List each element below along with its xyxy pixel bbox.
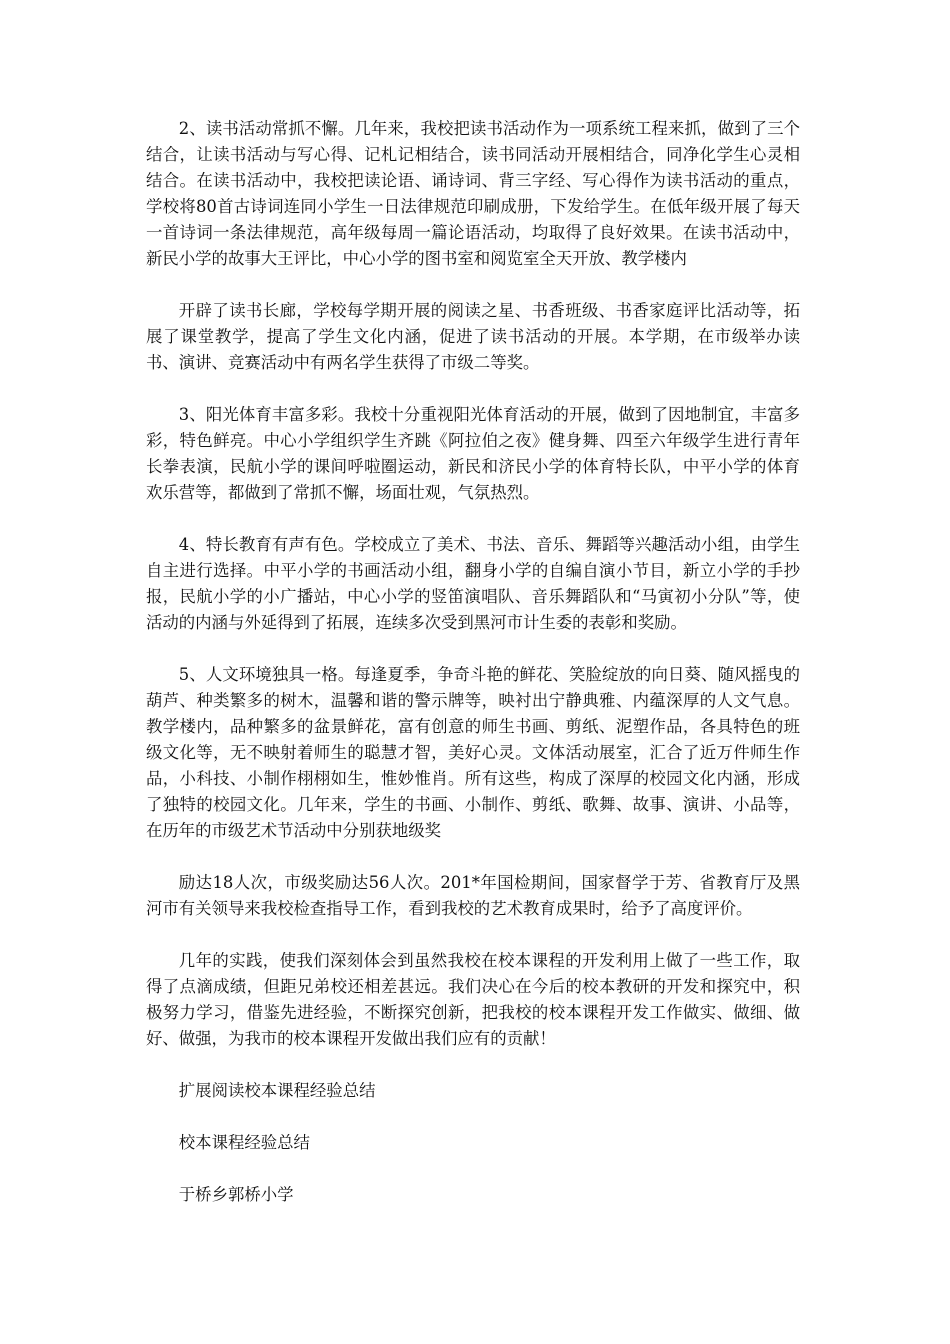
paragraph-awards: 励达18人次，市级奖励达56人次。201*年国检期间，国家督学于芳、省教育厅及黑河市有关领导来我校检查指导工作，看到我校的艺术教育成果时，给予了高度评价。 (146, 873, 800, 918)
paragraph-reading-corridor: 开辟了读书长廊，学校每学期开展的阅读之星、书香班级、书香家庭评比活动等，拓展了课堂教学，提高了学生文化内涵，促进了读书活动的开展。本学期，在市级举办读书、演讲、竞赛活动中有两名学生获得了市级二等奖。 (146, 301, 800, 372)
paragraph-conclusion: 几年的实践，使我们深刻体会到虽然我校在校本课程的开发利用上做了一些工作，取得了点滴成绩，但距兄弟校还相差甚远。我们决心在今后的校本教研的开发和探究中，积极努力学习，借鉴先进经验，不断探究创新，把我校的校本课程开发工作做实、做细、做好、做强，为我市的校本课程开发做出我们应有的贡献！ (146, 951, 800, 1048)
school-name: 于桥乡郭桥小学 (178, 1185, 294, 1204)
paragraph-specialty-education: 4、特长教育有声有色。学校成立了美术、书法、音乐、舞蹈等兴趣活动小组，由学生自主进行选择。中平小学的书画活动小组，翻身小学的自编自演小节目，新立小学的手抄报，民航小学的小广播站，中心小学的竖笛演唱队、音乐舞蹈队和“马寅初小分队”等，使活动的内涵与外延得到了拓展，连续多次受到黑河市计生委的表彰和奖励。 (146, 535, 800, 632)
paragraph-cultural-environment: 5、人文环境独具一格。每逢夏季，争奇斗艳的鲜花、笑脸绽放的向日葵、随风摇曳的葫芦、种类繁多的树木，温馨和谐的警示牌等，映衬出宁静典雅、内蕴深厚的人文气息。教学楼内，品种繁多的盆景鲜花，富有创意的师生书画、剪纸、泥塑作品，各具特色的班级文化等，无不映射着师生的聪慧才智，美好心灵。文体活动展室，汇合了近万件师生作品，小科技、小制作栩栩如生，惟妙惟肖。所有这些，构成了深厚的校园文化内涵，形成了独特的校园文化。几年来，学生的书画、小制作、剪纸、歌舞、故事、演讲、小品等，在历年的市级艺术节活动中分别获地级奖 (146, 665, 800, 840)
extended-reading-title: 扩展阅读校本课程经验总结 (178, 1081, 376, 1100)
paragraph-sunshine-sports: 3、阳光体育丰富多彩。我校十分重视阳光体育活动的开展，做到了因地制宜，丰富多彩，特色鲜亮。中心小学组织学生齐跳《阿拉伯之夜》健身舞、四至六年级学生进行青年长拳表演，民航小学的课间呼啦圈运动，新民和济民小学的体育特长队，中平小学的体育欢乐营等，都做到了常抓不懈，场面壮观，气氛热烈。 (146, 405, 800, 502)
paragraph-reading-activities: 2、读书活动常抓不懈。几年来，我校把读书活动作为一项系统工程来抓，做到了三个结合，让读书活动与写心得、记札记相结合，读书同活动开展相结合，同净化学生心灵相结合。在读书活动中，我校把读论语、诵诗词、背三字经、写心得作为读书活动的重点，学校将80首古诗词连同小学生一日法律规范印刷成册，下发给学生。在低年级开展了每天一首诗词一条法律规范，高年级每周一篇论语活动，均取得了良好效果。在读书活动中，新民小学的故事大王评比，中心小学的图书室和阅览室全天开放、教学楼内 (146, 119, 800, 268)
document-body (146, 116, 800, 1234)
document-heading: 校本课程经验总结 (178, 1133, 310, 1152)
